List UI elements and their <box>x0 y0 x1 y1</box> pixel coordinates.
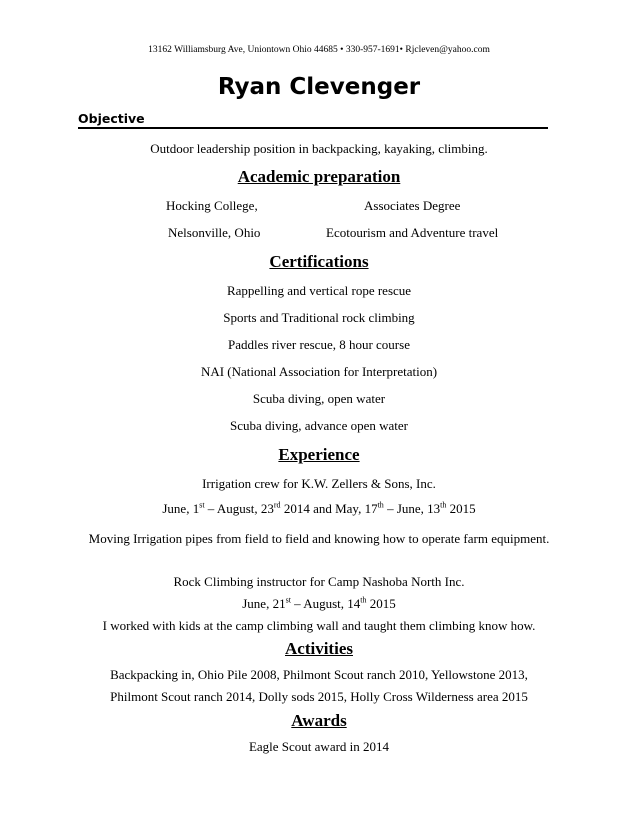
certification-item: Paddles river rescue, 8 hour course <box>228 337 410 352</box>
job1-title: Irrigation crew for K.W. Zellers & Sons, Inc. <box>202 476 436 491</box>
activities-line: Philmont Scout ranch 2014, Dolly sods 2015, Holly Cross Wilderness area 2015 <box>110 689 528 704</box>
applicant-name: Ryan Clevenger <box>217 74 421 100</box>
certification-item: Rappelling and vertical rope rescue <box>226 283 412 298</box>
job1-description: Moving Irrigation pipes from field to field and knowing how to operate farm equipment. <box>88 531 550 546</box>
academic-heading: Academic preparation <box>237 167 401 186</box>
awards-heading: Awards <box>291 711 347 730</box>
certification-item: Scuba diving, advance open water <box>230 418 408 433</box>
objective-heading: Objective <box>78 111 548 129</box>
experience-heading: Experience <box>278 445 360 464</box>
job1-dates: June, 1st – August, 23rd 2014 and May, 17th – June, 13th 2015 <box>162 500 476 516</box>
academic-location: Nelsonville, Ohio <box>168 225 261 240</box>
certifications-heading: Certifications <box>269 252 369 271</box>
objective-text: Outdoor leadership position in backpacking, kayaking, climbing. <box>150 141 488 156</box>
academic-school: Hocking College, <box>166 198 258 213</box>
contact-info: 13162 Williamsburg Ave, Uniontown Ohio 44685 • 330-957-1691• Rjcleven@yahoo.com <box>148 45 490 55</box>
certification-item: NAI (National Association for Interpretation) <box>200 364 438 379</box>
award-item: Eagle Scout award in 2014 <box>248 739 390 754</box>
job2-dates: June, 21st – August, 14th 2015 <box>242 595 396 611</box>
certification-item: Scuba diving, open water <box>252 391 386 406</box>
job2-title: Rock Climbing instructor for Camp Nashoba North Inc. <box>173 574 465 589</box>
academic-program: Ecotourism and Adventure travel <box>326 225 499 240</box>
job2-description: I worked with kids at the camp climbing wall and taught them climbing know how. <box>102 618 536 633</box>
academic-degree: Associates Degree <box>364 198 461 213</box>
activities-line: Backpacking in, Ohio Pile 2008, Philmont Scout ranch 2010, Yellowstone 2013, <box>110 667 528 682</box>
activities-heading: Activities <box>285 639 353 658</box>
certification-item: Sports and Traditional rock climbing <box>223 310 415 325</box>
